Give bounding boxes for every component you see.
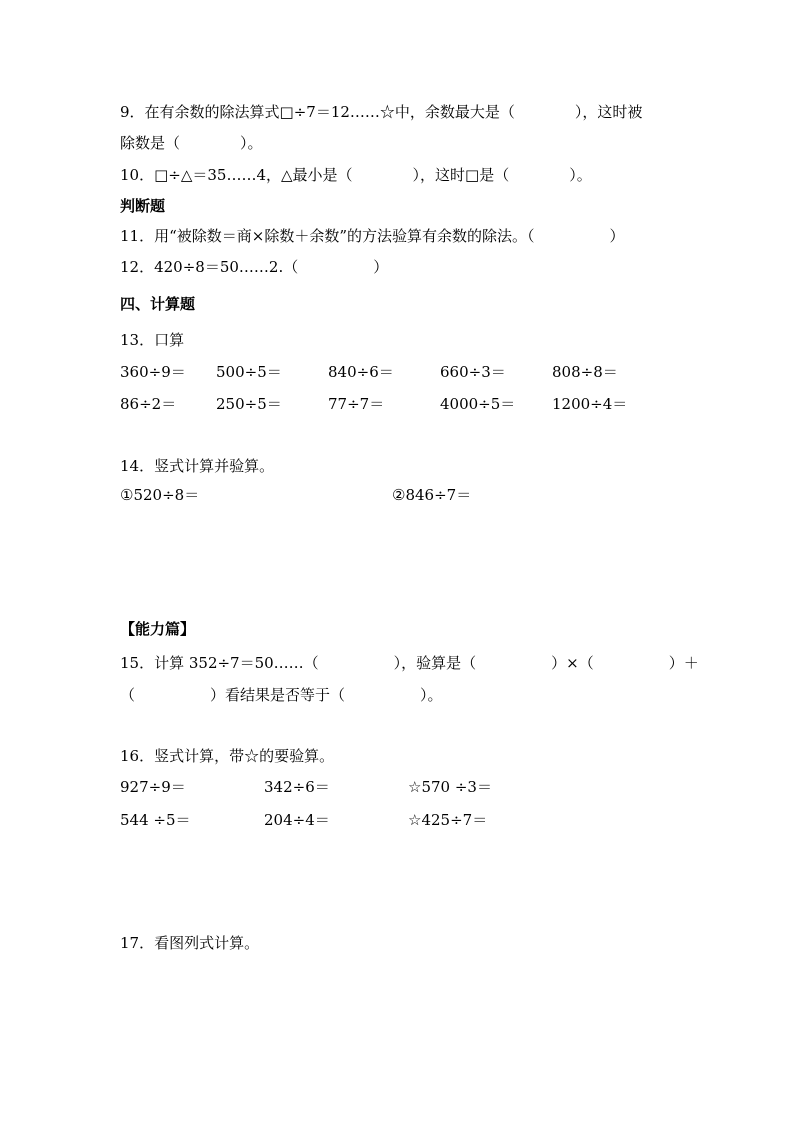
vertical-calc-item: ②846÷7＝ <box>392 486 472 504</box>
vertical-calc-row-1 <box>0 777 794 797</box>
mental-math-item: 660÷3＝ <box>440 363 506 381</box>
question-15-line-2: （ ）看结果是否等于（ ）。 <box>120 686 443 704</box>
vertical-calc-item: ☆425÷7＝ <box>408 811 488 829</box>
vertical-calc-item: ☆570 ÷3＝ <box>408 778 492 796</box>
mental-math-item: 500÷5＝ <box>216 363 282 381</box>
vertical-calc-item: 927÷9＝ <box>120 778 186 796</box>
mental-math-item: 77÷7＝ <box>328 395 385 413</box>
question-12: 12．420÷8＝50……2.（ ） <box>120 258 389 276</box>
question-14-items <box>0 485 794 505</box>
mental-math-item: 840÷6＝ <box>328 363 394 381</box>
question-9-line-1: 9．在有余数的除法算式□÷7＝12……☆中，余数最大是（ ），这时被 <box>120 103 643 121</box>
mental-math-item: 250÷5＝ <box>216 395 282 413</box>
mental-math-item: 86÷2＝ <box>120 395 177 413</box>
mental-math-row-2 <box>0 394 794 414</box>
vertical-calc-row-2 <box>0 810 794 830</box>
judge-section-heading: 判断题 <box>120 197 166 215</box>
mental-math-item: 360÷9＝ <box>120 363 186 381</box>
question-16: 16．竖式计算，带☆的要验算。 <box>120 747 335 765</box>
mental-math-item: 808÷8＝ <box>552 363 618 381</box>
question-15-line-1: 15．计算 352÷7＝50……（ ），验算是（ ）×（ ）＋ <box>120 654 699 672</box>
ability-section-heading: 【能力篇】 <box>120 620 196 638</box>
mental-math-item: 4000÷5＝ <box>440 395 516 413</box>
question-9-line-2: 除数是（ ）。 <box>120 134 263 152</box>
calculation-section-heading: 四、计算题 <box>120 295 196 313</box>
vertical-calc-item: ①520÷8＝ <box>120 486 200 504</box>
vertical-calc-item: 204÷4＝ <box>264 811 330 829</box>
mental-math-row-1 <box>0 362 794 382</box>
question-14: 14．竖式计算并验算。 <box>120 457 275 475</box>
mental-math-item: 1200÷4＝ <box>552 395 628 413</box>
question-13: 13．口算 <box>120 331 185 349</box>
vertical-calc-item: 544 ÷5＝ <box>120 811 191 829</box>
question-11: 11．用“被除数＝商×除数＋余数”的方法验算有余数的除法。（ ） <box>120 227 625 245</box>
question-17: 17．看图列式计算。 <box>120 934 260 952</box>
vertical-calc-item: 342÷6＝ <box>264 778 330 796</box>
question-10: 10．□÷△＝35……4，△最小是（ ），这时□是（ ）。 <box>120 166 592 184</box>
